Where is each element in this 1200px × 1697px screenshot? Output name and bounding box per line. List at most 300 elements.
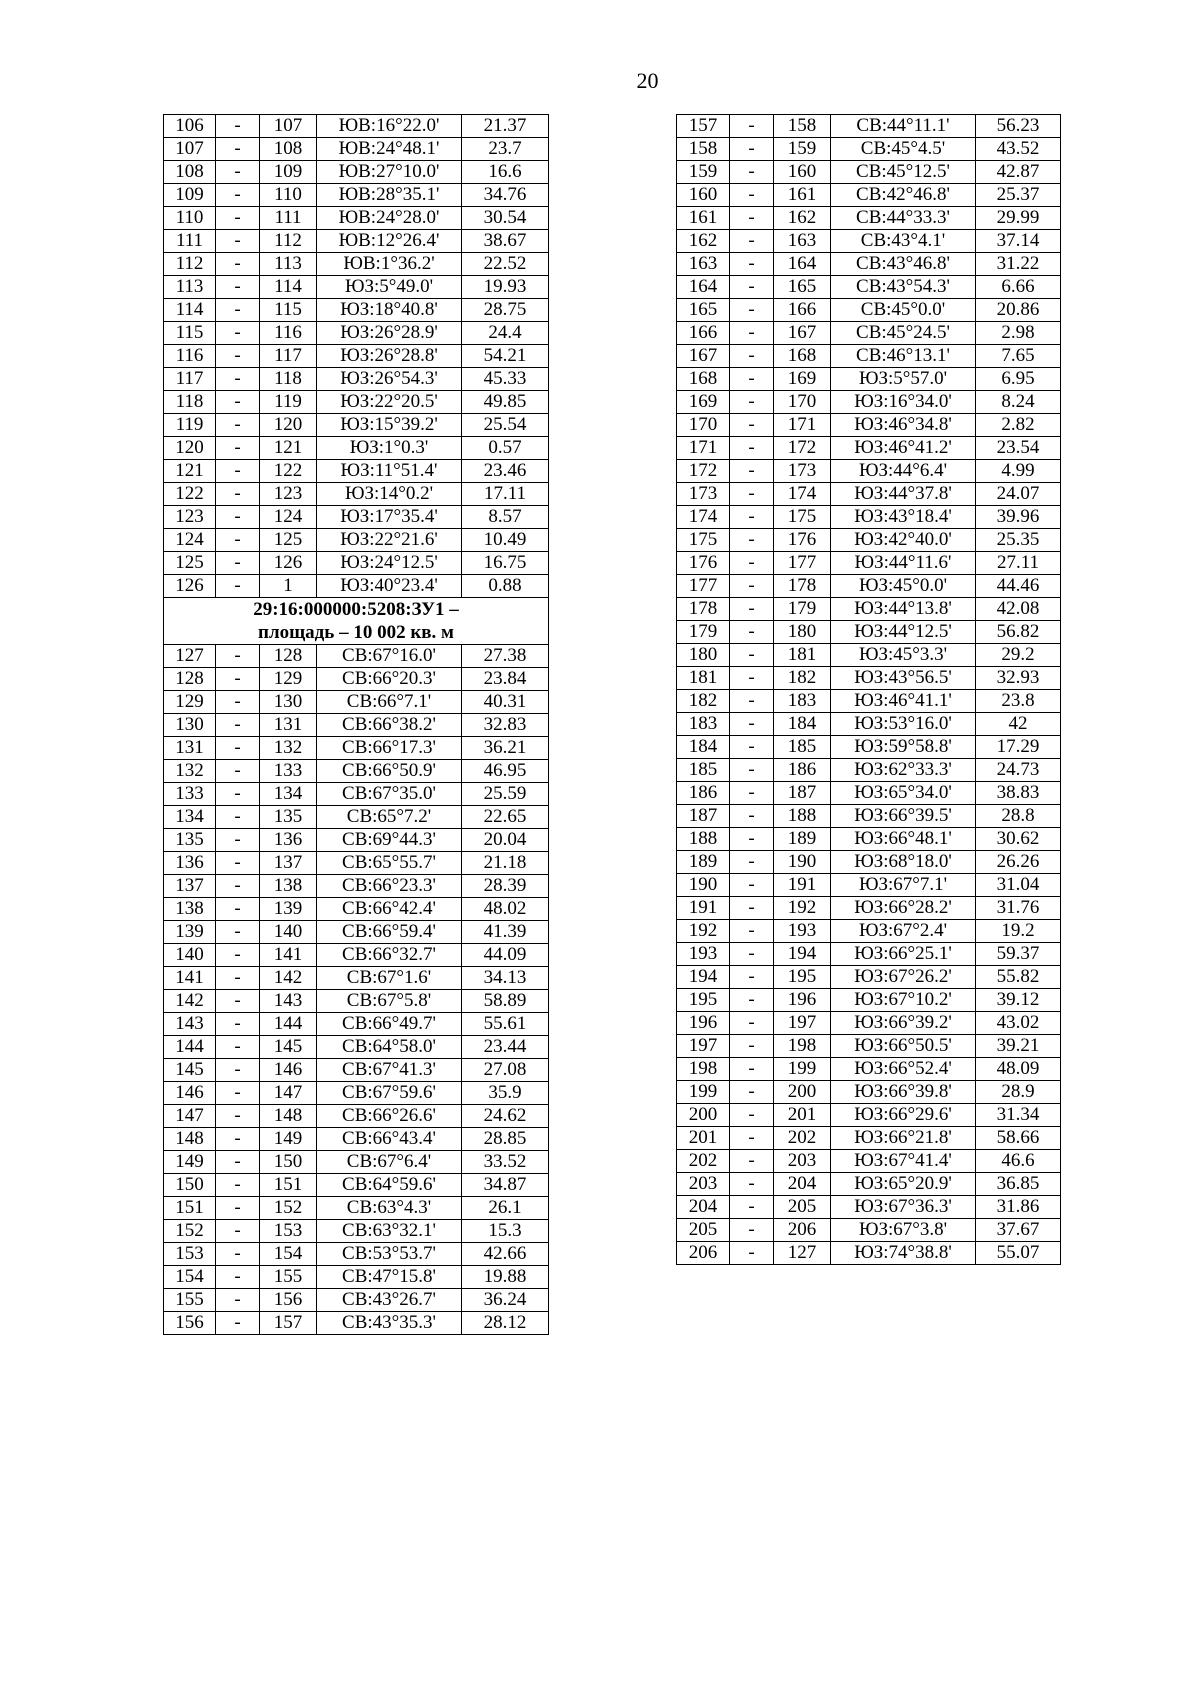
table-row (677, 322, 1061, 345)
distance-cell: 31.86 (976, 1196, 1061, 1219)
from-point-cell: 206 (677, 1242, 730, 1265)
separator-cell: - (216, 806, 260, 829)
to-point-cell: 179 (774, 598, 831, 621)
separator-cell: - (216, 506, 260, 529)
separator-cell: - (730, 1104, 774, 1127)
distance-cell: 41.39 (462, 921, 549, 944)
to-point-cell: 159 (774, 138, 831, 161)
table-row (677, 874, 1061, 897)
separator-cell: - (216, 368, 260, 391)
bearing-cell: СВ:64°58.0' (317, 1036, 462, 1059)
table-row (164, 575, 549, 598)
to-point-cell: 156 (260, 1289, 317, 1312)
table-row (164, 1036, 549, 1059)
from-point-cell: 136 (164, 852, 216, 875)
separator-cell: - (216, 714, 260, 737)
to-point-cell: 196 (774, 989, 831, 1012)
distance-cell: 22.52 (462, 253, 549, 276)
separator-cell: - (730, 897, 774, 920)
from-point-cell: 165 (677, 299, 730, 322)
to-point-cell: 178 (774, 575, 831, 598)
bearing-cell: ЮЗ:66°29.6' (831, 1104, 976, 1127)
from-point-cell: 123 (164, 506, 216, 529)
from-point-cell: 156 (164, 1312, 216, 1335)
from-point-cell: 181 (677, 667, 730, 690)
separator-cell: - (216, 161, 260, 184)
bearing-cell: СВ:66°7.1' (317, 691, 462, 714)
from-point-cell: 160 (677, 184, 730, 207)
separator-cell: - (730, 1196, 774, 1219)
separator-cell: - (216, 1243, 260, 1266)
to-point-cell: 141 (260, 944, 317, 967)
from-point-cell: 203 (677, 1173, 730, 1196)
table-row (677, 345, 1061, 368)
table-row (164, 506, 549, 529)
bearing-cell: СВ:45°12.5' (831, 161, 976, 184)
table-row (164, 1082, 549, 1105)
separator-cell: - (730, 506, 774, 529)
distance-cell: 2.82 (976, 414, 1061, 437)
distance-cell: 43.52 (976, 138, 1061, 161)
table-row (677, 253, 1061, 276)
separator-cell: - (730, 736, 774, 759)
bearing-cell: ЮЗ:18°40.8' (317, 299, 462, 322)
table-row (677, 920, 1061, 943)
table-row (164, 1197, 549, 1220)
separator-cell: - (216, 1151, 260, 1174)
from-point-cell: 189 (677, 851, 730, 874)
bearing-cell: ЮВ:28°35.1' (317, 184, 462, 207)
distance-cell: 54.21 (462, 345, 549, 368)
separator-cell: - (216, 230, 260, 253)
separator-cell: - (730, 966, 774, 989)
separator-cell: - (216, 852, 260, 875)
separator-cell: - (730, 920, 774, 943)
table-row (164, 944, 549, 967)
from-point-cell: 162 (677, 230, 730, 253)
from-point-cell: 154 (164, 1266, 216, 1289)
separator-cell: - (730, 713, 774, 736)
separator-cell: - (730, 874, 774, 897)
separator-cell: - (216, 1220, 260, 1243)
from-point-cell: 144 (164, 1036, 216, 1059)
separator-cell: - (730, 1242, 774, 1265)
from-point-cell: 179 (677, 621, 730, 644)
boundary-table-left (163, 114, 549, 1335)
to-point-cell: 197 (774, 1012, 831, 1035)
table-row (164, 138, 549, 161)
bearing-cell: СВ:67°59.6' (317, 1082, 462, 1105)
bearing-cell: ЮЗ:22°20.5' (317, 391, 462, 414)
from-point-cell: 170 (677, 414, 730, 437)
from-point-cell: 157 (677, 115, 730, 138)
table-row (164, 345, 549, 368)
table-row (164, 1220, 549, 1243)
to-point-cell: 145 (260, 1036, 317, 1059)
table-row (677, 1081, 1061, 1104)
to-point-cell: 195 (774, 966, 831, 989)
to-point-cell: 135 (260, 806, 317, 829)
from-point-cell: 169 (677, 391, 730, 414)
bearing-cell: ЮЗ:44°12.5' (831, 621, 976, 644)
distance-cell: 40.31 (462, 691, 549, 714)
from-point-cell: 137 (164, 875, 216, 898)
to-point-cell: 157 (260, 1312, 317, 1335)
bearing-cell: ЮЗ:43°18.4' (831, 506, 976, 529)
table-row (677, 460, 1061, 483)
bearing-cell: ЮЗ:44°11.6' (831, 552, 976, 575)
table-row (677, 805, 1061, 828)
distance-cell: 42.08 (976, 598, 1061, 621)
bearing-cell: ЮЗ:59°58.8' (831, 736, 976, 759)
separator-cell: - (216, 575, 260, 598)
bearing-cell: ЮЗ:44°13.8' (831, 598, 976, 621)
table-row (164, 299, 549, 322)
to-point-cell: 129 (260, 668, 317, 691)
separator-cell: - (730, 207, 774, 230)
bearing-cell: ЮЗ:67°7.1' (831, 874, 976, 897)
from-point-cell: 201 (677, 1127, 730, 1150)
table-row (164, 829, 549, 852)
distance-cell: 37.14 (976, 230, 1061, 253)
to-point-cell: 118 (260, 368, 317, 391)
from-point-cell: 140 (164, 944, 216, 967)
distance-cell: 6.95 (976, 368, 1061, 391)
to-point-cell: 183 (774, 690, 831, 713)
separator-cell: - (216, 691, 260, 714)
separator-cell: - (216, 645, 260, 668)
separator-cell: - (730, 621, 774, 644)
bearing-cell: СВ:67°35.0' (317, 783, 462, 806)
to-point-cell: 185 (774, 736, 831, 759)
distance-cell: 31.34 (976, 1104, 1061, 1127)
distance-cell: 24.07 (976, 483, 1061, 506)
to-point-cell: 164 (774, 253, 831, 276)
table-row (164, 898, 549, 921)
distance-cell: 29.99 (976, 207, 1061, 230)
table-row (677, 1058, 1061, 1081)
to-point-cell: 173 (774, 460, 831, 483)
separator-cell: - (730, 414, 774, 437)
table-row (677, 989, 1061, 1012)
distance-cell: 55.82 (976, 966, 1061, 989)
distance-cell: 26.1 (462, 1197, 549, 1220)
table-row (677, 713, 1061, 736)
table-row (677, 644, 1061, 667)
bearing-cell: СВ:45°24.5' (831, 322, 976, 345)
bearing-cell: ЮЗ:1°0.3' (317, 437, 462, 460)
table-row (164, 806, 549, 829)
distance-cell: 39.96 (976, 506, 1061, 529)
table-row (677, 966, 1061, 989)
table-row (677, 207, 1061, 230)
bearing-cell: ЮЗ:44°6.4' (831, 460, 976, 483)
to-point-cell: 119 (260, 391, 317, 414)
to-point-cell: 113 (260, 253, 317, 276)
table-row (164, 737, 549, 760)
from-point-cell: 152 (164, 1220, 216, 1243)
bearing-cell: ЮЗ:46°41.2' (831, 437, 976, 460)
table-row (677, 1150, 1061, 1173)
distance-cell: 45.33 (462, 368, 549, 391)
to-point-cell: 127 (774, 1242, 831, 1265)
from-point-cell: 173 (677, 483, 730, 506)
distance-cell: 56.82 (976, 621, 1061, 644)
separator-cell: - (216, 921, 260, 944)
bearing-cell: ЮЗ:74°38.8' (831, 1242, 976, 1265)
from-point-cell: 200 (677, 1104, 730, 1127)
from-point-cell: 204 (677, 1196, 730, 1219)
table-row (677, 667, 1061, 690)
separator-cell: - (216, 437, 260, 460)
separator-cell: - (216, 1082, 260, 1105)
table-row (677, 759, 1061, 782)
to-point-cell: 1 (260, 575, 317, 598)
distance-cell: 8.24 (976, 391, 1061, 414)
separator-cell: - (730, 184, 774, 207)
separator-cell: - (730, 483, 774, 506)
from-point-cell: 163 (677, 253, 730, 276)
distance-cell: 28.12 (462, 1312, 549, 1335)
from-point-cell: 109 (164, 184, 216, 207)
to-point-cell: 158 (774, 115, 831, 138)
separator-cell: - (730, 1012, 774, 1035)
from-point-cell: 141 (164, 967, 216, 990)
table-row (164, 1243, 549, 1266)
separator-cell: - (216, 207, 260, 230)
distance-cell: 24.4 (462, 322, 549, 345)
from-point-cell: 146 (164, 1082, 216, 1105)
separator-cell: - (730, 253, 774, 276)
to-point-cell: 191 (774, 874, 831, 897)
table-row (164, 529, 549, 552)
bearing-cell: ЮЗ:68°18.0' (831, 851, 976, 874)
to-point-cell: 165 (774, 276, 831, 299)
bearing-cell: СВ:42°46.8' (831, 184, 976, 207)
to-point-cell: 169 (774, 368, 831, 391)
to-point-cell: 203 (774, 1150, 831, 1173)
separator-cell: - (730, 828, 774, 851)
table-row (677, 1219, 1061, 1242)
from-point-cell: 184 (677, 736, 730, 759)
from-point-cell: 128 (164, 668, 216, 691)
from-point-cell: 153 (164, 1243, 216, 1266)
to-point-cell: 121 (260, 437, 317, 460)
distance-cell: 31.04 (976, 874, 1061, 897)
to-point-cell: 168 (774, 345, 831, 368)
to-point-cell: 131 (260, 714, 317, 737)
from-point-cell: 188 (677, 828, 730, 851)
from-point-cell: 158 (677, 138, 730, 161)
table-row (677, 1242, 1061, 1265)
bearing-cell: ЮЗ:43°56.5' (831, 667, 976, 690)
separator-cell: - (216, 1197, 260, 1220)
table-row (677, 736, 1061, 759)
table-row (677, 1173, 1061, 1196)
separator-cell: - (730, 368, 774, 391)
table-row (677, 1012, 1061, 1035)
to-point-cell: 170 (774, 391, 831, 414)
table-row (164, 1151, 549, 1174)
from-point-cell: 185 (677, 759, 730, 782)
to-point-cell: 111 (260, 207, 317, 230)
distance-cell: 37.67 (976, 1219, 1061, 1242)
bearing-cell: СВ:66°43.4' (317, 1128, 462, 1151)
from-point-cell: 113 (164, 276, 216, 299)
to-point-cell: 202 (774, 1127, 831, 1150)
table-row (164, 207, 549, 230)
from-point-cell: 138 (164, 898, 216, 921)
distance-cell: 17.11 (462, 483, 549, 506)
table-row (164, 1013, 549, 1036)
from-point-cell: 174 (677, 506, 730, 529)
from-point-cell: 191 (677, 897, 730, 920)
from-point-cell: 129 (164, 691, 216, 714)
bearing-cell: СВ:43°54.3' (831, 276, 976, 299)
table-row (677, 115, 1061, 138)
distance-cell: 38.67 (462, 230, 549, 253)
bearing-cell: ЮЗ:26°28.9' (317, 322, 462, 345)
from-point-cell: 193 (677, 943, 730, 966)
bearing-cell: СВ:44°33.3' (831, 207, 976, 230)
distance-cell: 24.62 (462, 1105, 549, 1128)
to-point-cell: 193 (774, 920, 831, 943)
to-point-cell: 177 (774, 552, 831, 575)
bearing-cell: СВ:66°42.4' (317, 898, 462, 921)
separator-cell: - (216, 322, 260, 345)
table-row (164, 1059, 549, 1082)
from-point-cell: 108 (164, 161, 216, 184)
separator-cell: - (216, 460, 260, 483)
to-point-cell: 125 (260, 529, 317, 552)
to-point-cell: 201 (774, 1104, 831, 1127)
separator-cell: - (216, 990, 260, 1013)
to-point-cell: 109 (260, 161, 317, 184)
to-point-cell: 198 (774, 1035, 831, 1058)
distance-cell: 42.87 (976, 161, 1061, 184)
to-point-cell: 120 (260, 414, 317, 437)
table-row (677, 690, 1061, 713)
to-point-cell: 148 (260, 1105, 317, 1128)
table-row (677, 391, 1061, 414)
separator-cell: - (216, 1128, 260, 1151)
to-point-cell: 151 (260, 1174, 317, 1197)
table-row (677, 621, 1061, 644)
table-row (677, 138, 1061, 161)
to-point-cell: 166 (774, 299, 831, 322)
distance-cell: 23.8 (976, 690, 1061, 713)
to-point-cell: 160 (774, 161, 831, 184)
bearing-cell: СВ:69°44.3' (317, 829, 462, 852)
bearing-cell: ЮЗ:46°41.1' (831, 690, 976, 713)
distance-cell: 25.54 (462, 414, 549, 437)
separator-cell: - (216, 391, 260, 414)
to-point-cell: 189 (774, 828, 831, 851)
from-point-cell: 118 (164, 391, 216, 414)
to-point-cell: 194 (774, 943, 831, 966)
table-row (164, 230, 549, 253)
from-point-cell: 106 (164, 115, 216, 138)
to-point-cell: 171 (774, 414, 831, 437)
from-point-cell: 147 (164, 1105, 216, 1128)
bearing-cell: ЮЗ:67°10.2' (831, 989, 976, 1012)
table-row (164, 414, 549, 437)
from-point-cell: 155 (164, 1289, 216, 1312)
from-point-cell: 117 (164, 368, 216, 391)
distance-cell: 19.88 (462, 1266, 549, 1289)
separator-cell: - (216, 783, 260, 806)
bearing-cell: ЮЗ:16°34.0' (831, 391, 976, 414)
bearing-cell: ЮЗ:67°3.8' (831, 1219, 976, 1242)
distance-cell: 58.89 (462, 990, 549, 1013)
bearing-cell: СВ:66°32.7' (317, 944, 462, 967)
distance-cell: 58.66 (976, 1127, 1061, 1150)
separator-cell: - (730, 1127, 774, 1150)
section-title-row (164, 598, 549, 645)
separator-cell: - (216, 1289, 260, 1312)
table-row (677, 1196, 1061, 1219)
from-point-cell: 125 (164, 552, 216, 575)
separator-cell: - (216, 299, 260, 322)
distance-cell: 28.9 (976, 1081, 1061, 1104)
bearing-cell: СВ:66°59.4' (317, 921, 462, 944)
table-row (164, 483, 549, 506)
separator-cell: - (730, 276, 774, 299)
table-row (677, 897, 1061, 920)
bearing-cell: ЮЗ:65°20.9' (831, 1173, 976, 1196)
table-row (677, 552, 1061, 575)
from-point-cell: 112 (164, 253, 216, 276)
from-point-cell: 171 (677, 437, 730, 460)
from-point-cell: 164 (677, 276, 730, 299)
table-row (164, 115, 549, 138)
bearing-cell: ЮЗ:66°48.1' (831, 828, 976, 851)
distance-cell: 28.8 (976, 805, 1061, 828)
separator-cell: - (216, 737, 260, 760)
from-point-cell: 151 (164, 1197, 216, 1220)
distance-cell: 27.11 (976, 552, 1061, 575)
to-point-cell: 200 (774, 1081, 831, 1104)
table-row (164, 460, 549, 483)
separator-cell: - (730, 1173, 774, 1196)
bearing-cell: ЮЗ:45°3.3' (831, 644, 976, 667)
distance-cell: 36.21 (462, 737, 549, 760)
bearing-cell: ЮЗ:26°54.3' (317, 368, 462, 391)
from-point-cell: 124 (164, 529, 216, 552)
to-point-cell: 180 (774, 621, 831, 644)
distance-cell: 16.6 (462, 161, 549, 184)
from-point-cell: 139 (164, 921, 216, 944)
distance-cell: 43.02 (976, 1012, 1061, 1035)
bearing-cell: ЮЗ:66°39.8' (831, 1081, 976, 1104)
bearing-cell: ЮЗ:62°33.3' (831, 759, 976, 782)
bearing-cell: СВ:65°7.2' (317, 806, 462, 829)
table-row (677, 598, 1061, 621)
distance-cell: 48.09 (976, 1058, 1061, 1081)
table-body-section-a (164, 115, 549, 598)
table-row (164, 1128, 549, 1151)
from-point-cell: 149 (164, 1151, 216, 1174)
from-point-cell: 107 (164, 138, 216, 161)
to-point-cell: 188 (774, 805, 831, 828)
distance-cell: 38.83 (976, 782, 1061, 805)
distance-cell: 46.6 (976, 1150, 1061, 1173)
table-row (164, 967, 549, 990)
from-point-cell: 145 (164, 1059, 216, 1082)
from-point-cell: 197 (677, 1035, 730, 1058)
separator-cell: - (216, 1266, 260, 1289)
table-row (677, 506, 1061, 529)
